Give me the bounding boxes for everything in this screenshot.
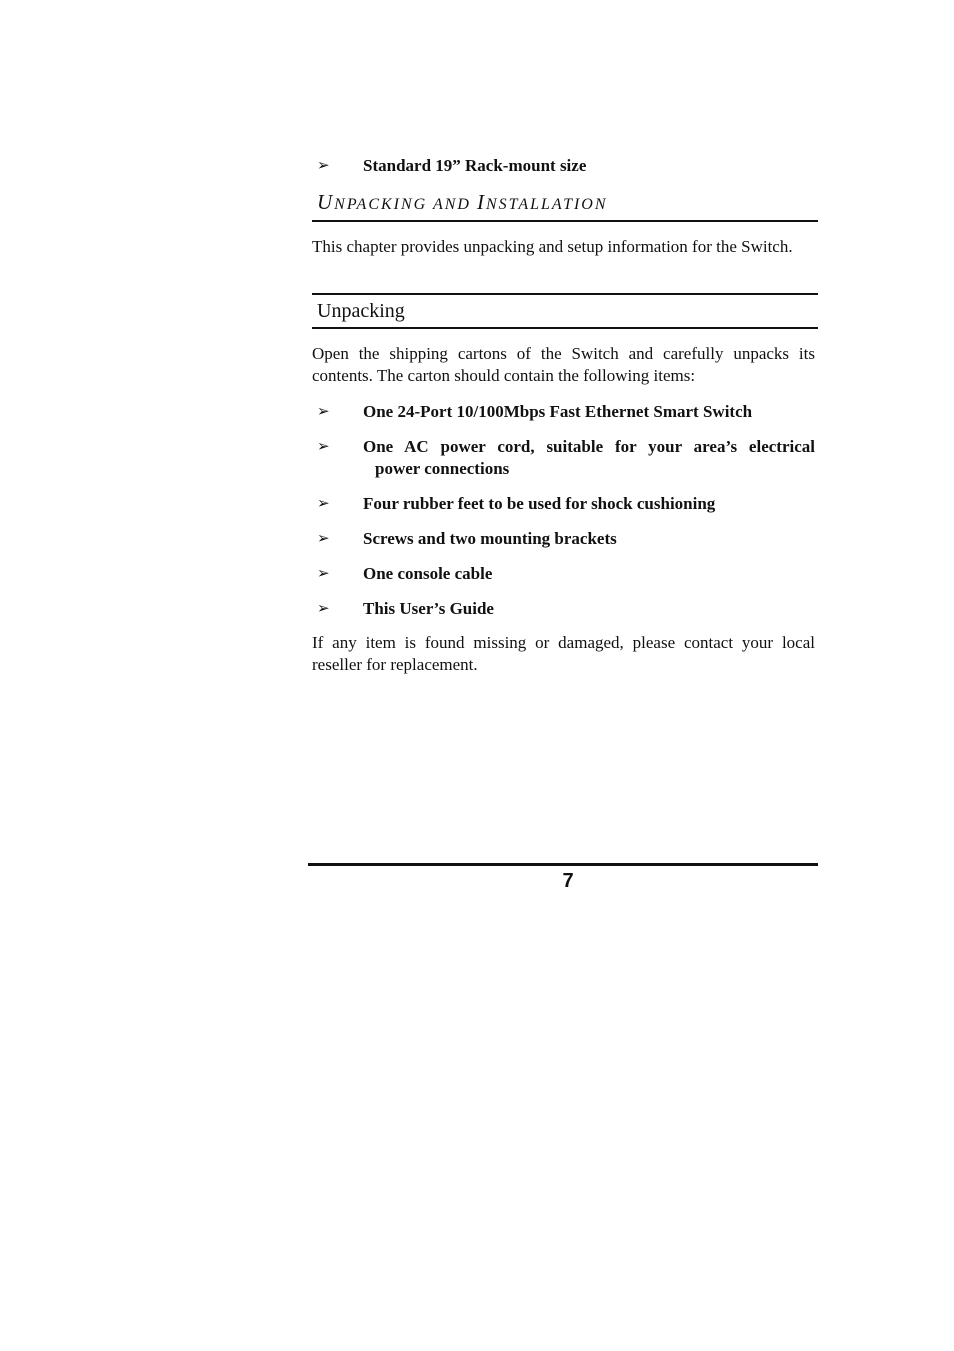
footer-rule	[308, 863, 818, 866]
list-item-text: Screws and two mounting brackets	[363, 529, 617, 548]
page-number: 7	[562, 870, 574, 892]
list-item	[317, 436, 815, 480]
list-item-text: This User’s Guide	[363, 599, 494, 618]
arrow-bullet-icon: ➢	[317, 601, 330, 617]
arrow-bullet-icon: ➢	[317, 158, 330, 174]
list-item	[317, 563, 815, 585]
arrow-bullet-icon: ➢	[317, 566, 330, 582]
list-item-text: Standard 19” Rack-mount size	[363, 156, 587, 175]
list-item-text: One 24-Port 10/100Mbps Fast Ethernet Smart Switch	[363, 402, 753, 421]
list-item-text: One AC power cord, suitable for your area’s electrical power connections	[363, 437, 815, 478]
subheading: Unpacking	[317, 300, 405, 322]
arrow-bullet-icon: ➢	[317, 439, 330, 455]
list-item-text: One console cable	[363, 564, 493, 583]
list-item	[317, 598, 815, 620]
arrow-bullet-icon: ➢	[317, 531, 330, 547]
list-item-text: Four rubber feet to be used for shock cushioning	[363, 494, 716, 513]
subheading-top-rule	[312, 293, 818, 295]
list-item	[317, 493, 815, 515]
closing-paragraph: If any item is found missing or damaged, please contact your local reseller for replacement.	[312, 633, 815, 674]
heading-rule	[312, 220, 818, 222]
list-item	[317, 155, 815, 177]
arrow-bullet-icon: ➢	[317, 496, 330, 512]
list-item	[317, 528, 815, 550]
intro-paragraph: This chapter provides unpacking and setup information for the Switch.	[312, 237, 793, 256]
section-heading: UNPACKING AND INSTALLATION	[317, 190, 608, 214]
subheading-bottom-rule	[312, 327, 818, 329]
list-item	[317, 401, 815, 423]
arrow-bullet-icon: ➢	[317, 404, 330, 420]
unpacking-paragraph: Open the shipping cartons of the Switch and carefully unpacks its contents. The carton should contain the following items:	[312, 344, 815, 385]
